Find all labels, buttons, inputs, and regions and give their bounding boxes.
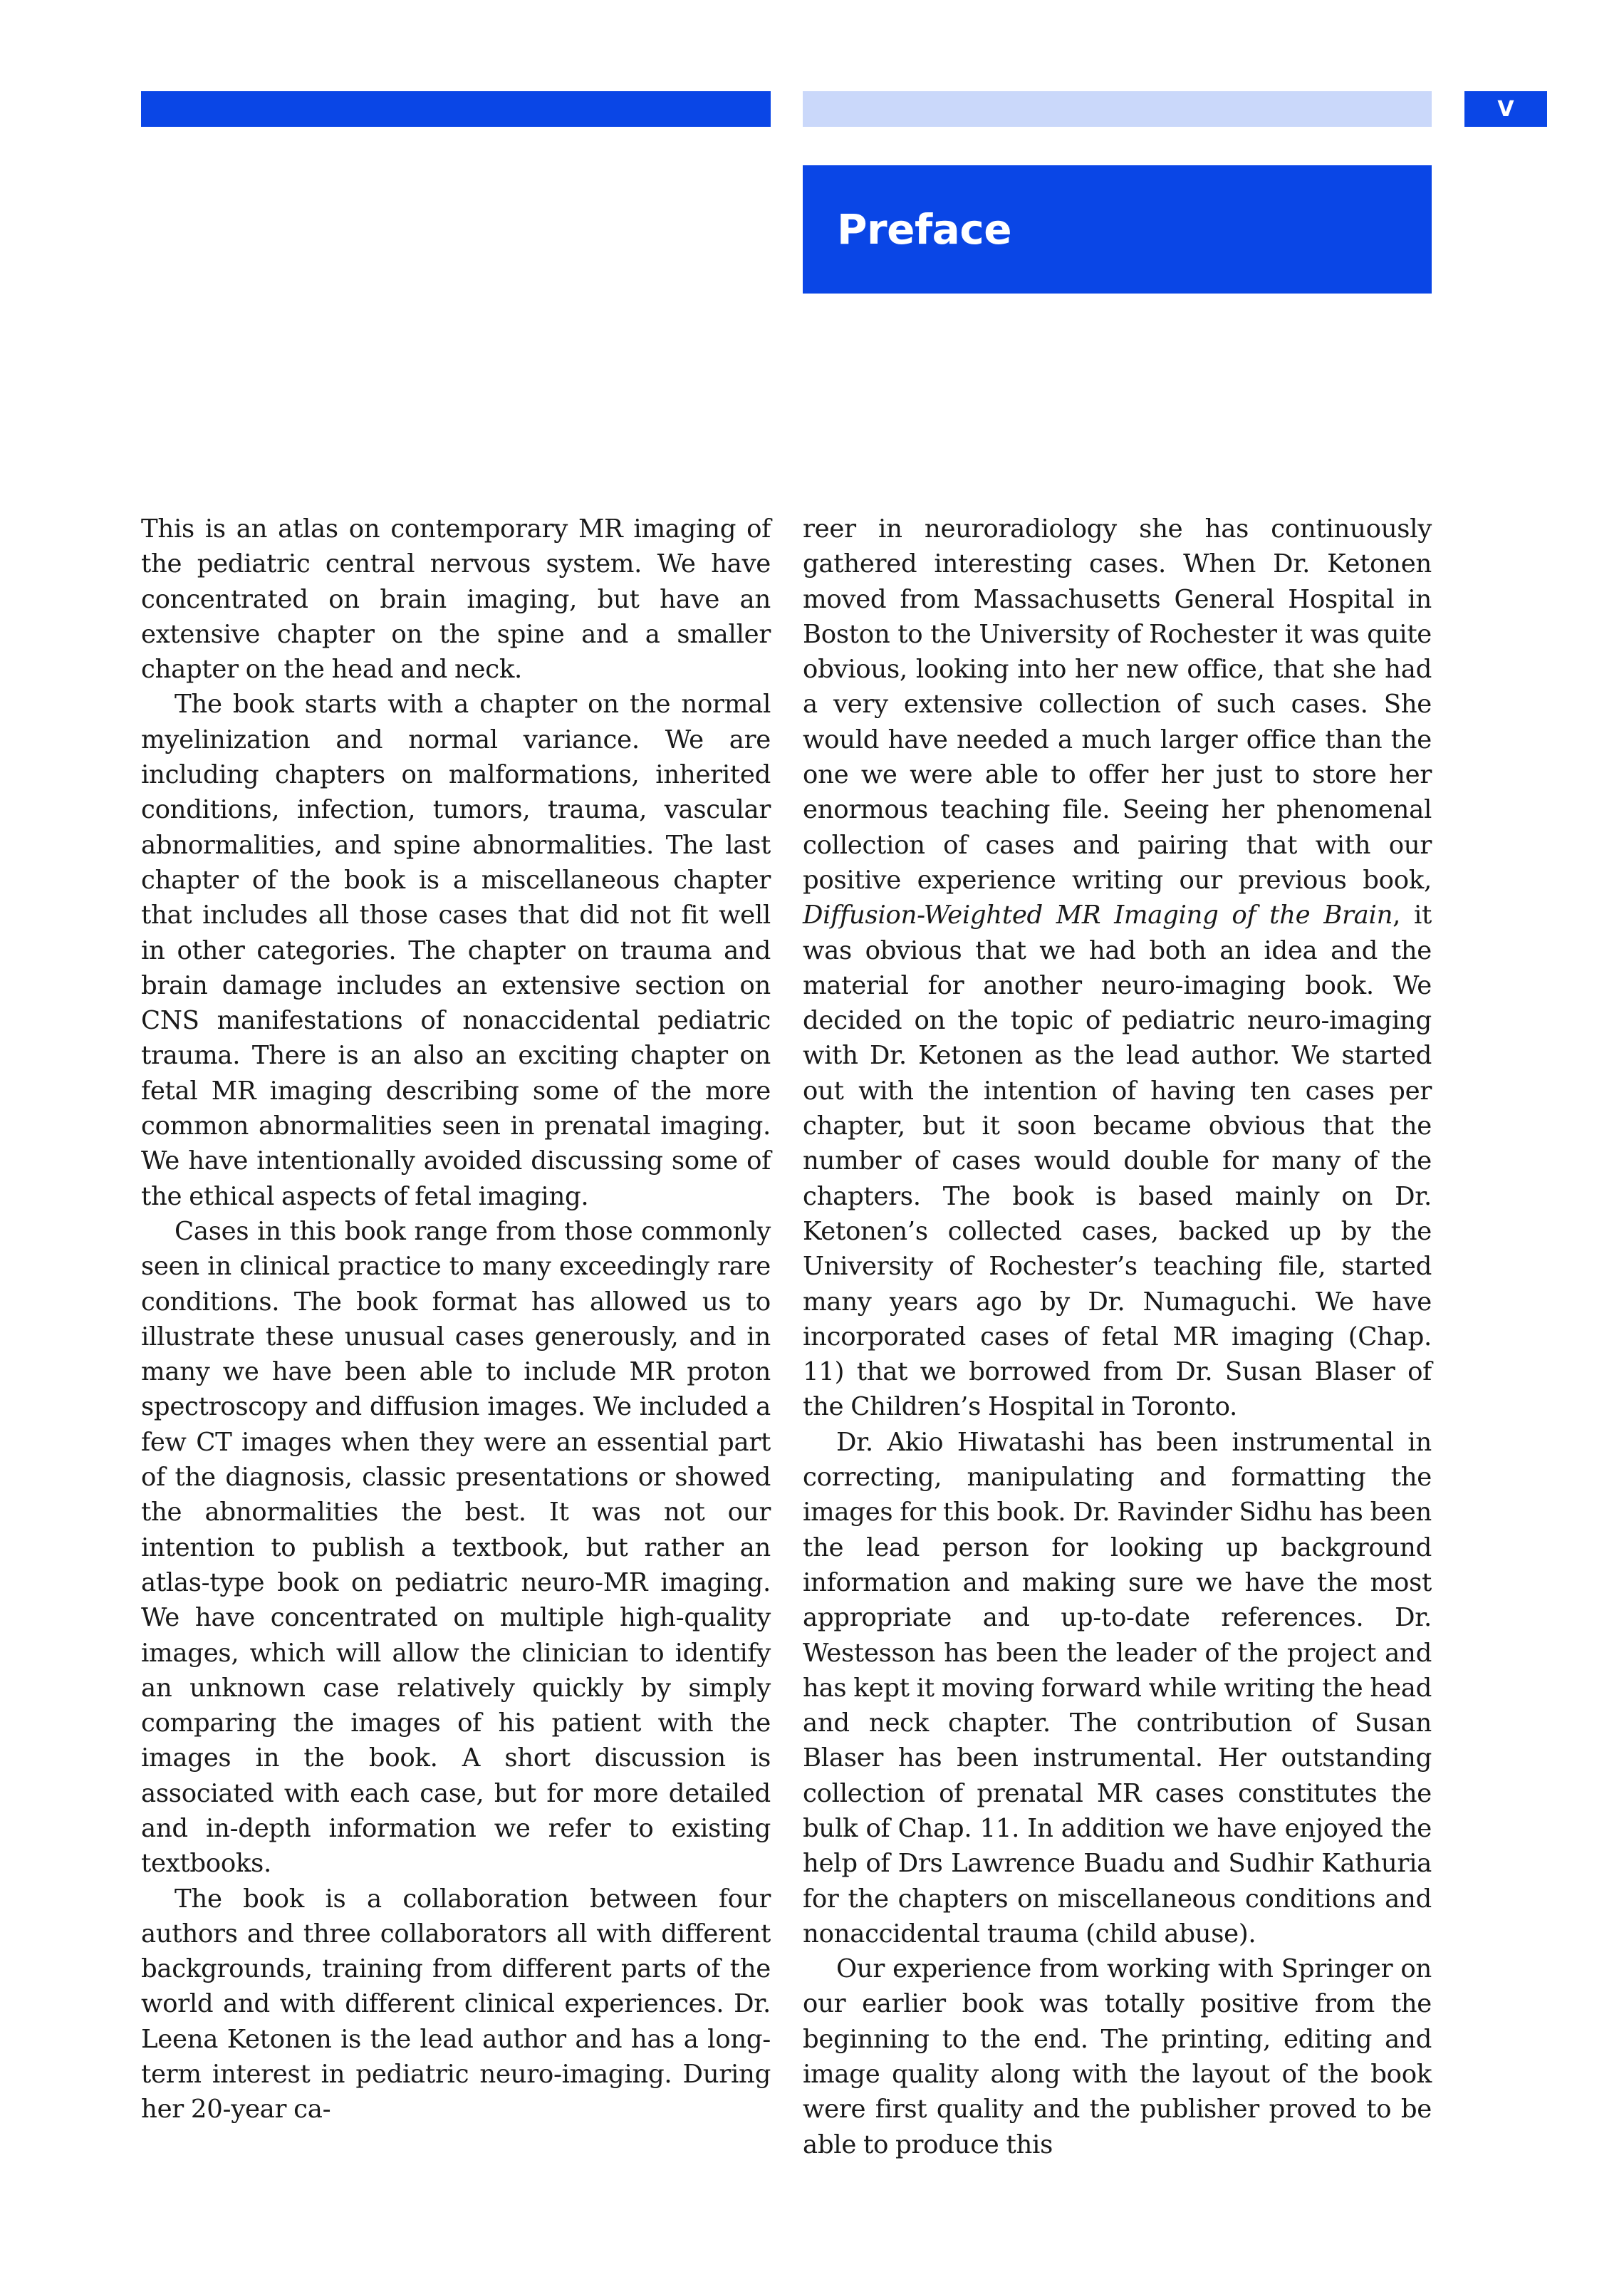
paragraph-continued	[803, 512, 1432, 1425]
header-bar-right	[803, 91, 1432, 127]
body-column-left	[141, 512, 771, 2127]
chapter-title-box	[803, 165, 1432, 294]
body-column-right	[803, 512, 1432, 2162]
page-number-box	[1464, 91, 1547, 127]
text-run: , it was obvious that we had both an idea and the material for another neuro-imaging book. We decided on the topic of pediatric neuro-imaging with Dr. Ketonen as the lead author. We started out with the intention of having ten cases per chapter, but it soon became obvious that the number of cases would double for many of the chapters. The book is based mainly on Dr. Ketonen’s collected cases, backed up by the University of Rochester’s teaching file, started many years ago by Dr. Numaguchi. We have incorporated cases of fetal MR imaging (Chap. 11) that we borrowed from Dr. Susan Blaser of the Children’s Hospital in Toronto.	[803, 901, 1432, 1422]
paragraph: Our experience from working with Springer on our earlier book was totally positive from the beginning to the end. The printing, editing and image quality along with the layout of the book were first quality and the publisher proved to be able to produce this	[803, 1954, 1432, 2159]
paragraph: This is an atlas on contemporary MR imaging of the pediatric central nervous system. We have concentrated on brain imaging, but have an extensive chapter on the spine and a smaller chapter on the head and neck.	[141, 514, 771, 685]
paragraph: The book is a collaboration between four authors and three collaborators all with different backgrounds, training from different parts of the world and with different clinical experiences. Dr. Leena Ketonen is the lead author and has a long-term interest in pediatric neuro-imaging. During her 20-year ca-	[141, 1884, 771, 2125]
book-title-italic: Diffusion-Weighted MR Imaging of the Brain	[803, 901, 1393, 930]
page-number: V	[1497, 96, 1514, 122]
paragraph: Cases in this book range from those commonly seen in clinical practice to many exceedingly rare conditions. The book format has allowed us to illustrate these unusual cases generously, and in many we have been able to include MR proton spectroscopy and diffusion images. We included a few CT images when they were an essential part of the diagnosis, classic presentations or showed the abnormalities the best. It was not our intention to publish a textbook, but rather an atlas-type book on pediatric neuro-MR imaging. We have concentrated on multiple high-quality images, which will allow the clinician to identify an unknown case relatively quickly by simply comparing the images of his patient with the images in the book. A short discussion is associated with each case, but for more detailed and in-depth information we refer to existing textbooks.	[141, 1216, 771, 1879]
header-bar-left	[141, 91, 771, 127]
paragraph: Dr. Akio Hiwatashi has been instrumental in correcting, manipulating and formatting the images for this book. Dr. Ravinder Sidhu has been the lead person for looking up background information and making sure we have the most appropriate and up-to-date references. Dr. Westesson has been the leader of the project and has kept it moving forward while writing the head and neck chapter. The contribution of Susan Blaser has been instrumental. Her outstanding collection of prenatal MR cases constitutes the bulk of Chap. 11. In addition we have enjoyed the help of Drs Lawrence Buadu and Sudhir Kathuria for the chapters on miscellaneous conditions and nonaccidental trauma (child abuse).	[803, 1427, 1432, 1949]
paragraph: The book starts with a chapter on the normal myelinization and normal variance. We are including chapters on malformations, inherited conditions, infection, tumors, trauma, vascular abnormalities, and spine abnormalities. The last chapter of the book is a miscellaneous chapter that includes all those cases that did not fit well in other categories. The chapter on trauma and brain damage includes an extensive section on CNS manifestations of nonaccidental pediatric trauma. There is an also an exciting chapter on fetal MR imaging describing some of the more common abnormalities seen in prenatal imaging. We have intentionally avoided discussing some of the ethical aspects of fetal imaging.	[141, 690, 771, 1211]
text-run: reer in neuroradiology she has continuously gathered interesting cases. When Dr. Ketonen moved from Massachusetts General Hospital in Boston to the University of Rochester it was quite obvious, looking into her new office, that she had a very extensive collection of such cases. She would have needed a much larger office than the one we were able to offer her just to store her enormous teaching file. Seeing her phenomenal collection of cases and pairing that with our positive experience writing our previous book,	[803, 514, 1432, 895]
chapter-title: Preface	[837, 205, 1012, 254]
